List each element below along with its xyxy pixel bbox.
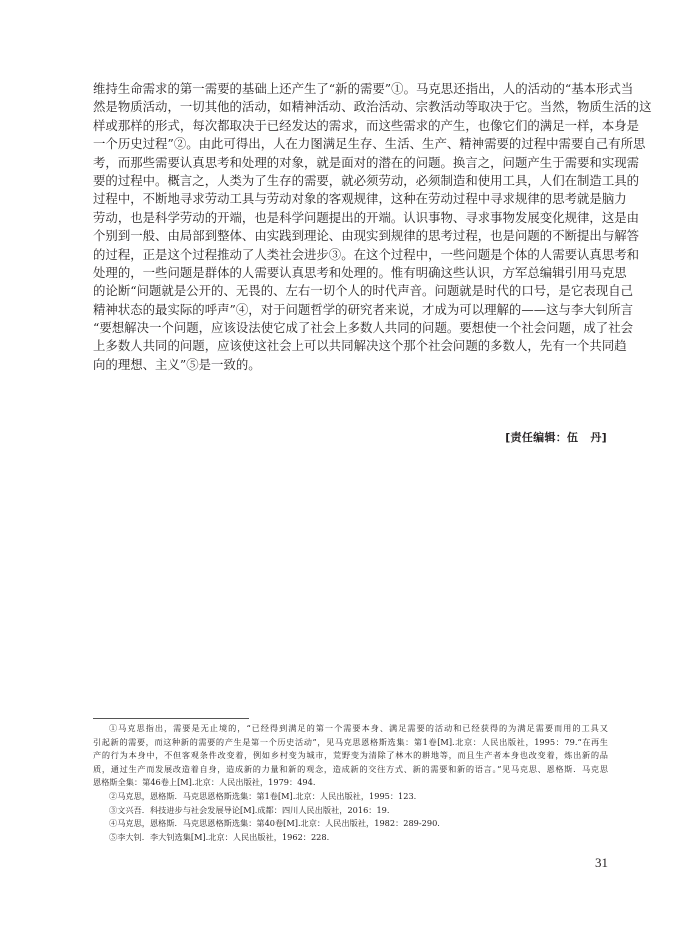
body-line: 过程中，不断地寻求劳动工具与劳动对象的客观规律，这种在劳动过程中寻求规律的思考就是脑力 — [93, 191, 627, 207]
body-line: 劳动，也是科学劳动的开端，也是科学问题提出的开端。认识事物、寻求事物发展变化规律，这是由 — [93, 209, 640, 225]
body-line: 样或那样的形式，每次都取决于已经发达的需求，而这些需求的产生，也像它们的满足一样，本身是 — [93, 117, 640, 133]
footnote-3: ③文兴吾．科技进步与社会发展导论[M].成都：四川人民出版社，2016：19. — [109, 804, 390, 815]
footnotes — [93, 722, 608, 844]
footnote-1-line: 产的行为本身中，不但客观条件改变着，例如乡村变为城市，荒野变为清除了林木的耕地等，而且生产者本身也改变着，炼出新的品 — [93, 750, 608, 761]
body-line: 一个历史过程”②。由此可得出，人在力图满足生存、生活、生产、精神需要的过程中需要自己有所思 — [93, 136, 646, 152]
footnote-1-line: 引起新的需要，而这种新的需要的产生是第一个历史活动”，见马克思恩格斯选集：第1卷[M].北京：人民出版社，1995：79.“在再生 — [93, 736, 608, 747]
body-line: 的论断“问题就是公开的、无畏的、左右一切个人的时代声音。问题就是时代的口号，是它表现自己 — [93, 283, 634, 299]
footnote-5: ⑤李大钊．李大钊选集[M].北京：人民出版社，1962：228. — [109, 831, 330, 842]
body-line: 精神状态的最实际的呼声”④，对于问题哲学的研究者来说，才成为可以理解的——这与李大钊所言 — [93, 301, 634, 317]
footnote-1-line: 恩格斯全集：第46卷上[M].北京：人民出版社，1979：494. — [93, 777, 316, 788]
body-line: 维持生命需求的第一需要的基础上还产生了“新的需要”①。马克思还指出，人的活动的“基本形式当 — [93, 81, 634, 96]
body-line: 向的理想、主义”⑤是一致的。 — [93, 356, 261, 372]
page-number: 31 — [595, 855, 608, 870]
footnote-divider — [93, 718, 249, 719]
editor-credit-close: 丹] — [590, 431, 607, 444]
footnote-2: ②马克思，恩格斯．马克思恩格斯选集：第1卷[M].北京：人民出版社，1995：123. — [109, 790, 417, 801]
body-line: 处理的，一些问题是群体的人需要认真思考和处理的。惟有明确这些认识，方军总编辑引用马克思 — [93, 264, 627, 280]
body-line: 考，而那些需要认真思考和处理的对象，就是面对的潜在的问题。换言之，问题产生于需要和实现需 — [93, 154, 640, 170]
body-line: 上多数人共同的问题，应该使这社会上可以共同解决这个那个社会问题的多数人，先有一个共同趋 — [93, 338, 627, 354]
body-line: 要的过程中。概言之，人类为了生存的需要，就必须劳动，必须制造和使用工具，人们在制造工具的 — [93, 172, 640, 188]
body-line: 个别到一般、由局部到整体、由实践到理论、由现实到规律的思考过程，也是问题的不断提出与解答 — [93, 228, 640, 244]
body-line: “要想解决一个问题，应该设法使它成了社会上多数人共同的问题。要想使一个社会问题，成了社会 — [93, 320, 634, 336]
footnote-1-line: 质，通过生产而发展改造着自身，造成新的力量和新的观念，造成新的交往方式、新的需要和新的语言。”见马克思、恩格斯．马克思 — [93, 763, 608, 774]
editor-credit-label: [责任编辑：伍 — [505, 431, 579, 444]
editor-credit — [505, 429, 607, 445]
footnote-4: ④马克思，恩格斯．马克思恩格斯选集：第40卷[M].北京：人民出版社，1982：289-290. — [109, 818, 440, 829]
footnote-1-line: ①马克思指出，需要是无止境的，“已经得到满足的第一个需要本身、满足需要的活动和已经获得的为满足需要而用的工具又 — [109, 723, 608, 733]
body-line: 的过程，正是这个过程推动了人类社会进步③。在这个过程中，一些问题是个体的人需要认真思考和 — [93, 246, 640, 262]
body-paragraph — [93, 80, 652, 374]
body-line: 然是物质活动，一切其他的活动，如精神活动、政治活动、宗教活动等取决于它。当然，物质生活的这 — [93, 99, 652, 115]
